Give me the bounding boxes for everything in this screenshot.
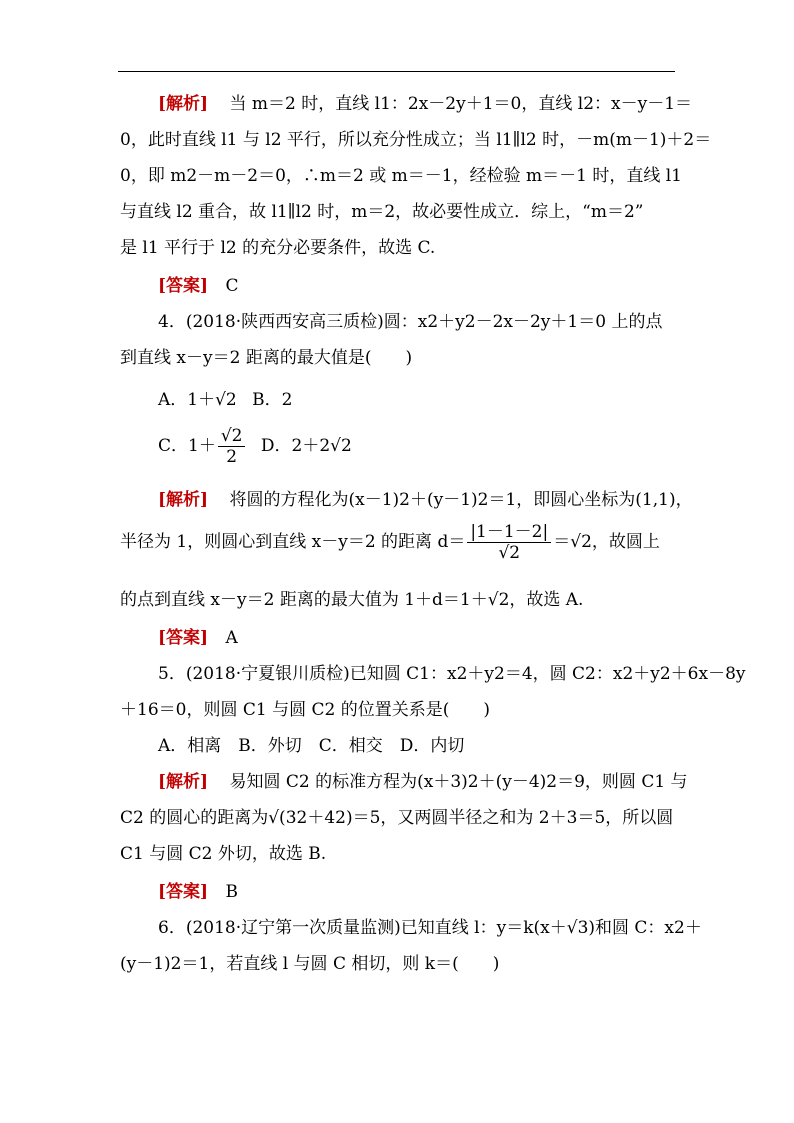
question-text: 已知圆 C1：x2＋y2＝4，圆 C2：x2＋y2＋6x－8y [349,664,746,684]
analysis-line: 的点到直线 x－y＝2 距离的最大值为 1＋d＝1＋√2，故选 A. [120,590,584,610]
analysis-text: 将圆的方程化为(x－1)2＋(y－1)2＝1，即圆心坐标为(1,1)， [229,490,693,510]
distance-fraction [467,522,551,563]
analysis-line: 0，即 m2－m－2＝0，∴m＝2 或 m＝－1，经检验 m＝－1 时，直线 l1 [120,166,682,186]
question-line [158,662,746,686]
analysis-line: 是 l1 平行于 l2 的充分必要条件，故选 C. [120,238,436,258]
question-number: 6． [158,918,186,938]
header-rule [118,71,675,72]
analysis-text: 易知圆 C2 的标准方程为(x＋3)2＋(y－4)2＝9，则圆 C1 与 [229,772,688,792]
question-source: (2018·陕西西安高三质检) [185,312,384,332]
answer-tag: [答案] [158,882,209,902]
question-line: ＋16＝0，则圆 C1 与圆 C2 的位置关系是( ) [120,700,490,720]
question-line [158,916,702,940]
options-line: A．相离 B．外切 C．相交 D．内切 [158,736,465,756]
analysis-line: 与直线 l2 重合，故 l1∥l2 时，m＝2，故必要性成立．综上，“m＝2” [120,202,644,222]
question-line [158,310,662,334]
analysis-line [158,488,693,512]
question-number: 4． [158,312,186,332]
option-c-prefix: C．1＋ [158,436,216,456]
fraction-denominator: √2 [498,543,521,563]
analysis-line [120,522,660,563]
options-line [158,388,292,412]
analysis-line: C2 的圆心的距离为√(32＋42)＝5，又两圆半径之和为 2＋3＝5，所以圆 [120,808,674,828]
analysis-text: ＝√2，故圆上 [553,532,660,552]
option-c-fraction [218,426,246,467]
options-line [158,426,352,467]
analysis-tag: [解析] [158,94,209,114]
fraction-numerator: |1－1－2| [467,522,551,543]
analysis-line: 0，此时直线 l1 与 l2 平行，所以充分性成立；当 l1∥l2 时，－m(m－1)＋2＝ [120,130,712,150]
analysis-text: 半径为 1，则圆心到直线 x－y＝2 的距离 d＝ [120,532,466,552]
analysis-line: C1 与圆 C2 外切，故选 B. [120,844,327,864]
answer-value: C [225,276,239,296]
answer-line [158,880,238,904]
answer-value: B [225,882,238,902]
question-source: (2018·宁夏银川质检) [185,664,350,684]
question-source: (2018·辽宁第一次质量监测) [185,918,401,938]
answer-line [158,626,238,650]
analysis-tag: [解析] [158,490,209,510]
analysis-line [158,770,688,794]
question-number: 5． [158,664,186,684]
option-d: D．2＋2√2 [260,436,352,456]
answer-tag: [答案] [158,628,209,648]
analysis-line [158,92,692,116]
question-line: 到直线 x－y＝2 距离的最大值是( ) [120,348,413,368]
fraction-denominator: 2 [226,447,238,467]
answer-tag: [答案] [158,276,209,296]
analysis-tag: [解析] [158,772,209,792]
option-a: A．1＋√2 [158,390,237,410]
answer-value: A [225,628,238,648]
option-b: B．2 [252,390,293,410]
answer-line [158,274,239,298]
fraction-numerator: √2 [218,426,246,447]
question-text: 已知直线 l：y＝k(x＋√3)和圆 C：x2＋ [400,918,702,938]
analysis-text: 当 m＝2 时，直线 l1：2x－2y＋1＝0，直线 l2：x－y－1＝ [229,94,693,114]
question-line: (y－1)2＝1，若直线 l 与圆 C 相切，则 k＝( ) [120,954,500,974]
question-text: 圆：x2＋y2－2x－2y＋1＝0 上的点 [383,312,663,332]
